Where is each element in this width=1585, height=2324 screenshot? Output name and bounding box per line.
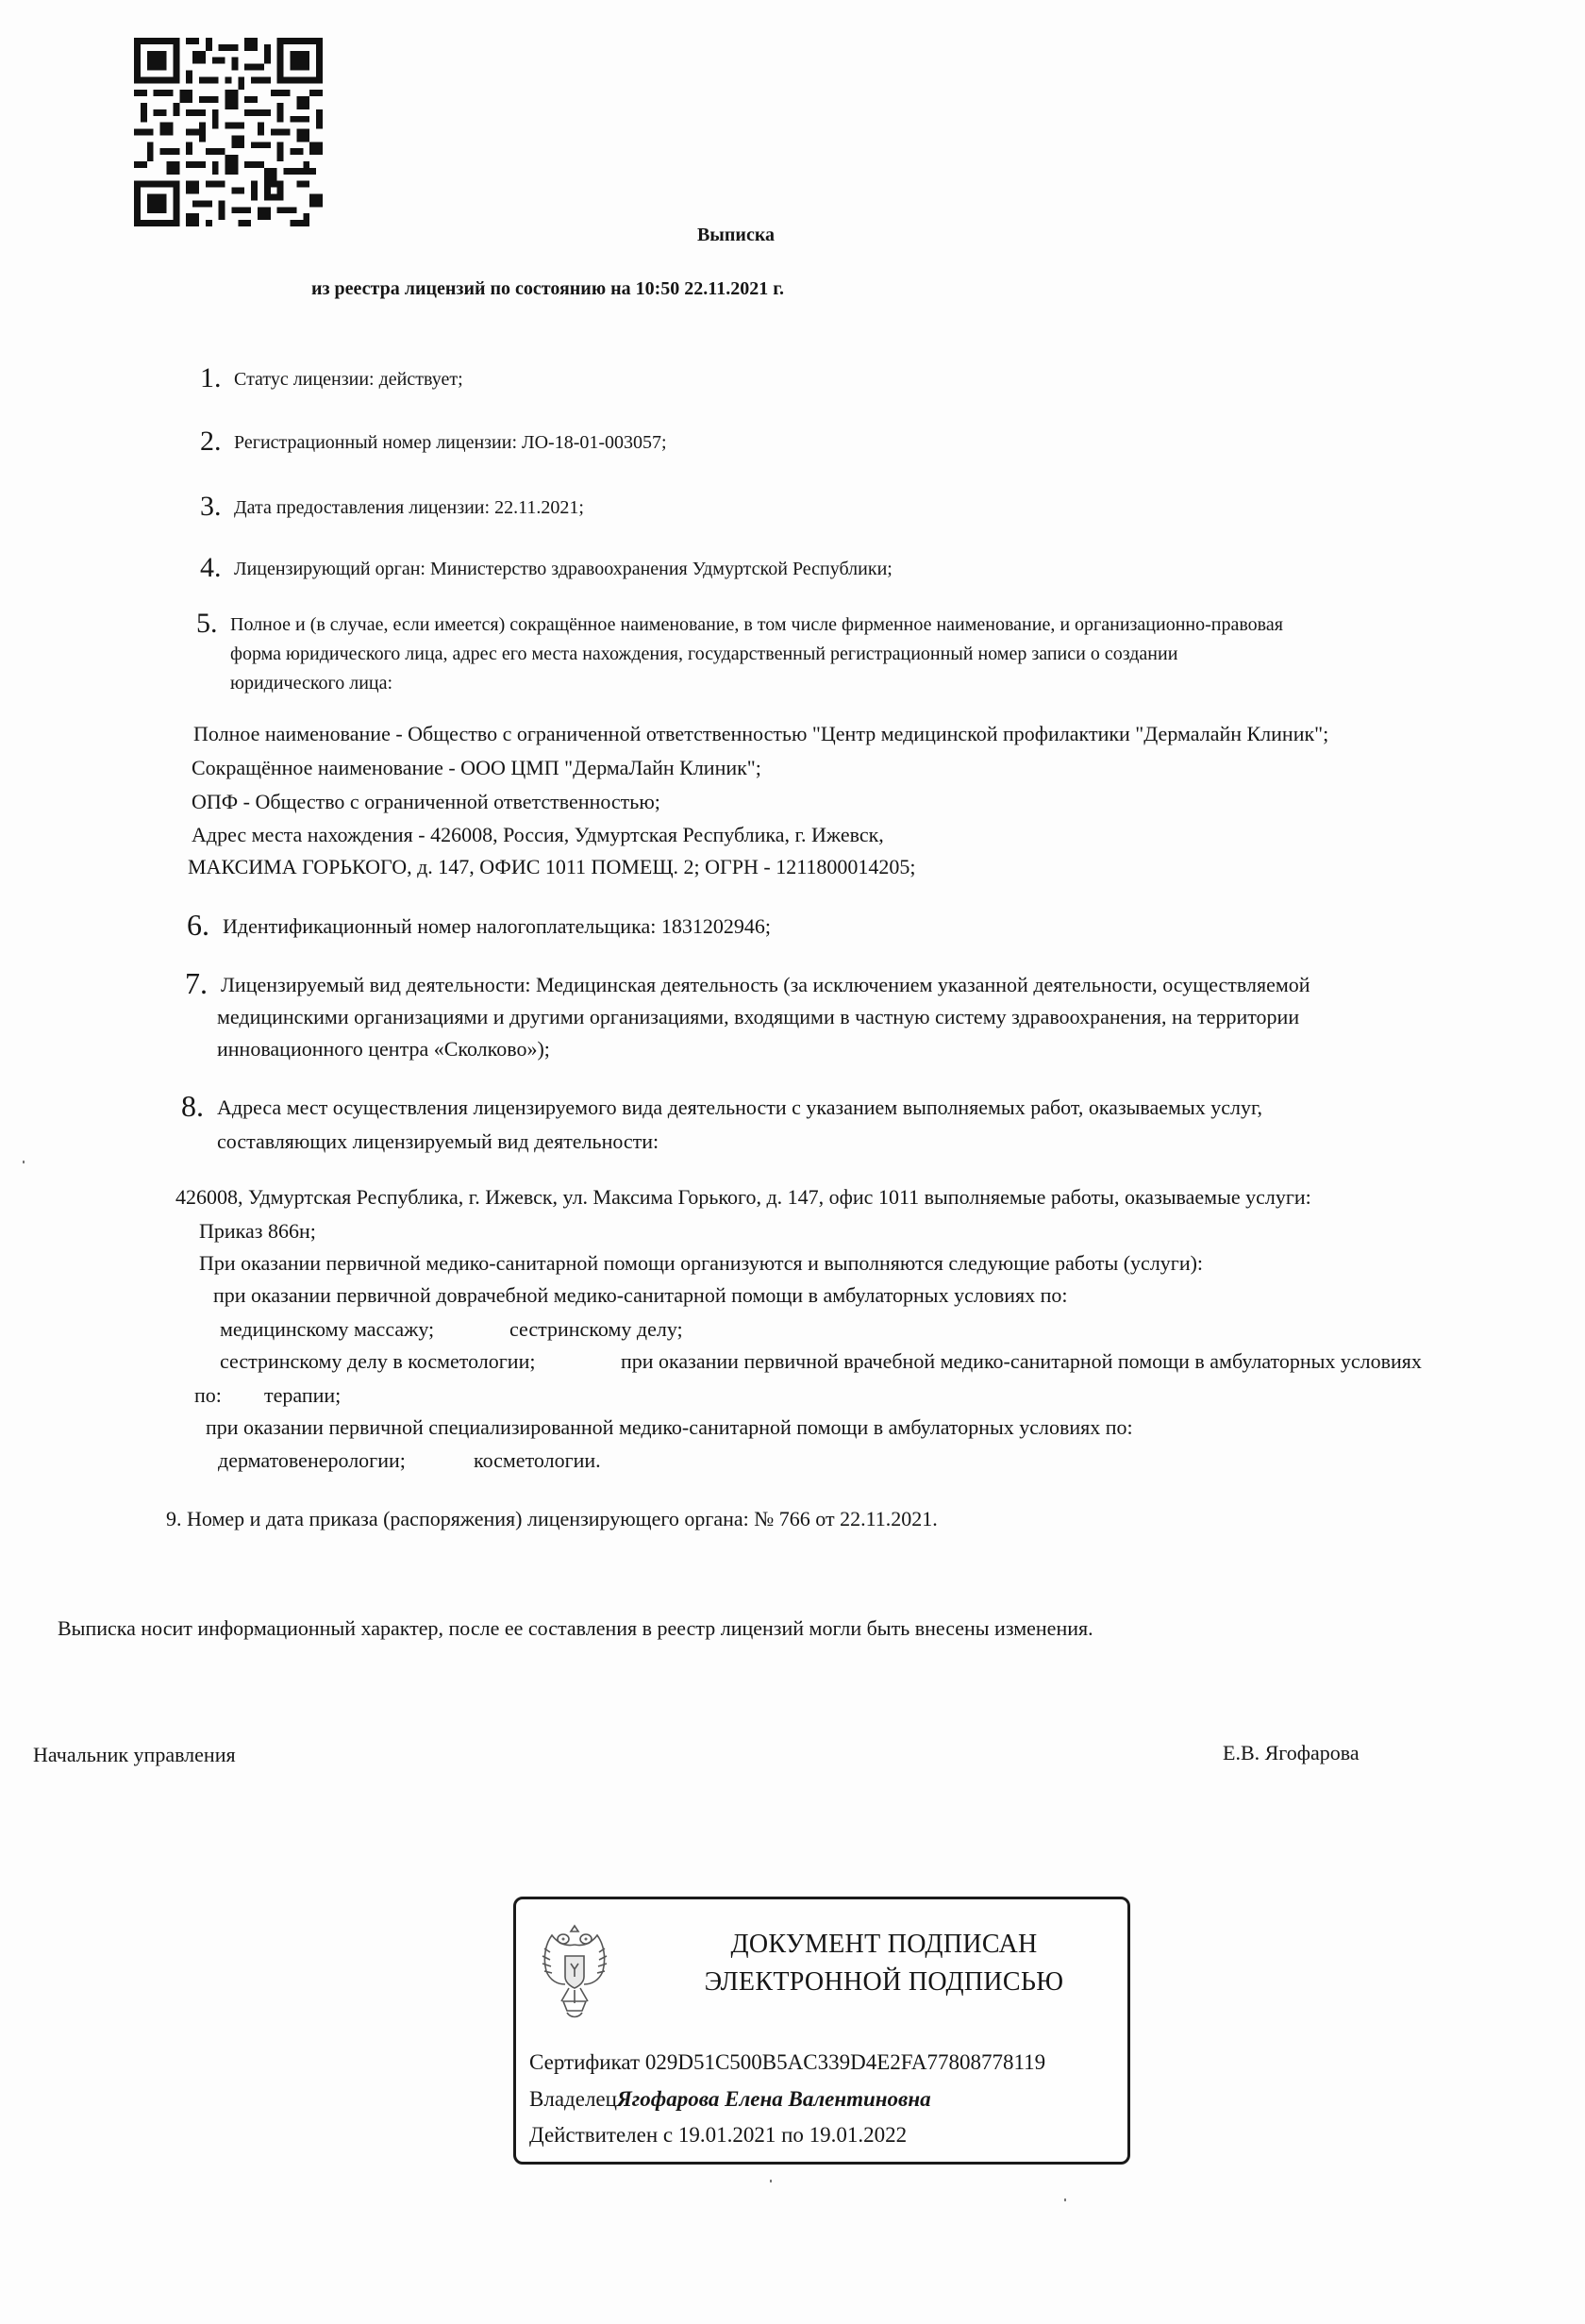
item-text-line: юридического лица: [230,673,393,694]
electronic-signature-box [513,1897,1130,2165]
item-text-line: Адреса мест осуществления лицензируемого вида деятельности с указанием выполняемых работ, оказываемых услуг, [217,1095,1263,1119]
item-text: Статус лицензии: действует; [234,369,463,390]
scan-speck [770,2180,772,2182]
item-number: 2. [200,426,222,457]
item-number: 7. [185,966,208,1000]
item-number: 1. [200,362,222,393]
company-opf: ОПФ - Общество с ограниченной ответственностью; [192,790,660,813]
signature-heading-line-2: ЭЛЕКТРОННОЙ ПОДПИСЬЮ [704,1967,1064,1997]
owner-label: Владелец [529,2087,617,2111]
scan-speck [23,1161,25,1163]
services-po: по: [194,1383,222,1407]
company-short-name: Сокращённое наименование - ООО ЦМП "ДермаЛайн Клиник"; [192,756,761,779]
item-9: 9. Номер и дата приказа (распоряжения) лицензирующего органа: № 766 от 22.11.2021. [166,1507,938,1530]
service-therapy: терапии; [264,1383,342,1407]
item-number: 8. [181,1089,204,1123]
item-1 [200,362,463,395]
company-full-name: Полное наименование - Общество с ограниченной ответственностью "Центр медицинской профилактики "Дермалайн Клиник"; [193,722,1329,745]
document-subtitle: из реестра лицензий по состоянию на 10:50 22.11.2021 г. [311,278,785,299]
item-text-line: Полное и (в случае, если имеется) сокращённое наименование, в том числе фирменное наименование, и организационно-правовая [230,614,1283,635]
service-cosmetology: косметологии. [474,1448,601,1472]
item-text-line: медицинскими организациями и другими организациями, входящими в частную систему здравоохранения, на территории [217,1005,1300,1028]
services-specialized: при оказании первичной специализированной медико-санитарной помощи в амбулаторных условиях по: [206,1415,1133,1439]
item-text-line: форма юридического лица, адрес его места нахождения, государственный регистрационный номер записи о создании [230,644,1178,664]
item-number: 4. [200,552,222,583]
service-massage: медицинскому массажу; [220,1317,435,1341]
item-5 [196,609,1283,698]
item-text: Идентификационный номер налогоплательщика: 1831202946; [223,914,771,938]
services-primary: При оказании первичной медико-санитарной помощи организуются и выполняются следующие работы (услуги): [199,1251,1204,1275]
item-text: Регистрационный номер лицензии: ЛО-18-01-003057; [234,432,667,453]
company-address-line-1: Адрес места нахождения - 426008, Россия, Удмуртская Республика, г. Ижевск, [192,823,884,846]
services-prehospital: при оказании первичной доврачебной медико-санитарной помощи в амбулаторных условиях по: [213,1283,1068,1307]
owner-value: Ягофарова Елена Валентиновна [616,2087,931,2111]
item-7 [185,967,1310,1065]
signature-heading [686,1926,1082,2001]
item-4 [200,552,893,585]
certificate-line [529,2050,1045,2075]
item-number: 3. [200,491,222,522]
item-2 [200,426,667,459]
item-text: Лицензирующий орган: Министерство здравоохранения Удмуртской Республики; [234,559,893,579]
service-nursing-cosmetology: сестринскому делу в косметологии; [220,1349,536,1373]
owner-line [529,2087,931,2112]
item-number: 6. [187,908,209,942]
service-dermatovenerology: дерматовенерологии; [218,1448,406,1472]
item-text-line: составляющих лицензируемый вид деятельности: [217,1129,659,1153]
signatory-position: Начальник управления [33,1743,236,1766]
item-6 [187,909,771,943]
signature-heading-line-1: ДОКУМЕНТ ПОДПИСАН [730,1930,1038,1959]
item-3 [200,491,584,524]
certificate-value: 029D51C500B5AC339D4E2FA77808778119 [644,2050,1046,2074]
item-8 [181,1089,1262,1159]
signatory-name: Е.В. Ягофарова [1223,1741,1360,1764]
services-order: Приказ 866н; [199,1219,316,1243]
coat-of-arms-icon [537,1918,612,2031]
scan-speck [1064,2199,1066,2201]
item-text-line: Лицензируемый вид деятельности: Медицинская деятельность (за исключением указанной деятельности, осуществляемой [221,973,1310,996]
validity-line: Действителен с 19.01.2021 по 19.01.2022 [529,2123,908,2147]
item-number: 5. [196,608,218,639]
services-physician: при оказании первичной врачебной медико-санитарной помощи в амбулаторных условиях [621,1349,1422,1373]
item-text: Дата предоставления лицензии: 22.11.2021; [234,497,584,518]
services-address: 426008, Удмуртская Республика, г. Ижевск, ул. Максима Горького, д. 147, офис 1011 выполняемые работы, оказываемые услуги: [175,1185,1311,1209]
item-text-line: инновационного центра «Сколково»); [217,1037,550,1061]
disclaimer-note: Выписка носит информационный характер, после ее составления в реестр лицензий могли быть внесены изменения. [58,1616,1093,1640]
company-address-line-2: МАКСИМА ГОРЬКОГО, д. 147, ОФИС 1011 ПОМЕЩ. 2; ОГРН - 1211800014205; [188,855,916,878]
service-nursing: сестринскому делу; [509,1317,683,1341]
document-title: Выписка [696,225,776,245]
certificate-label: Сертификат [529,2050,641,2074]
qr-code [128,38,328,226]
